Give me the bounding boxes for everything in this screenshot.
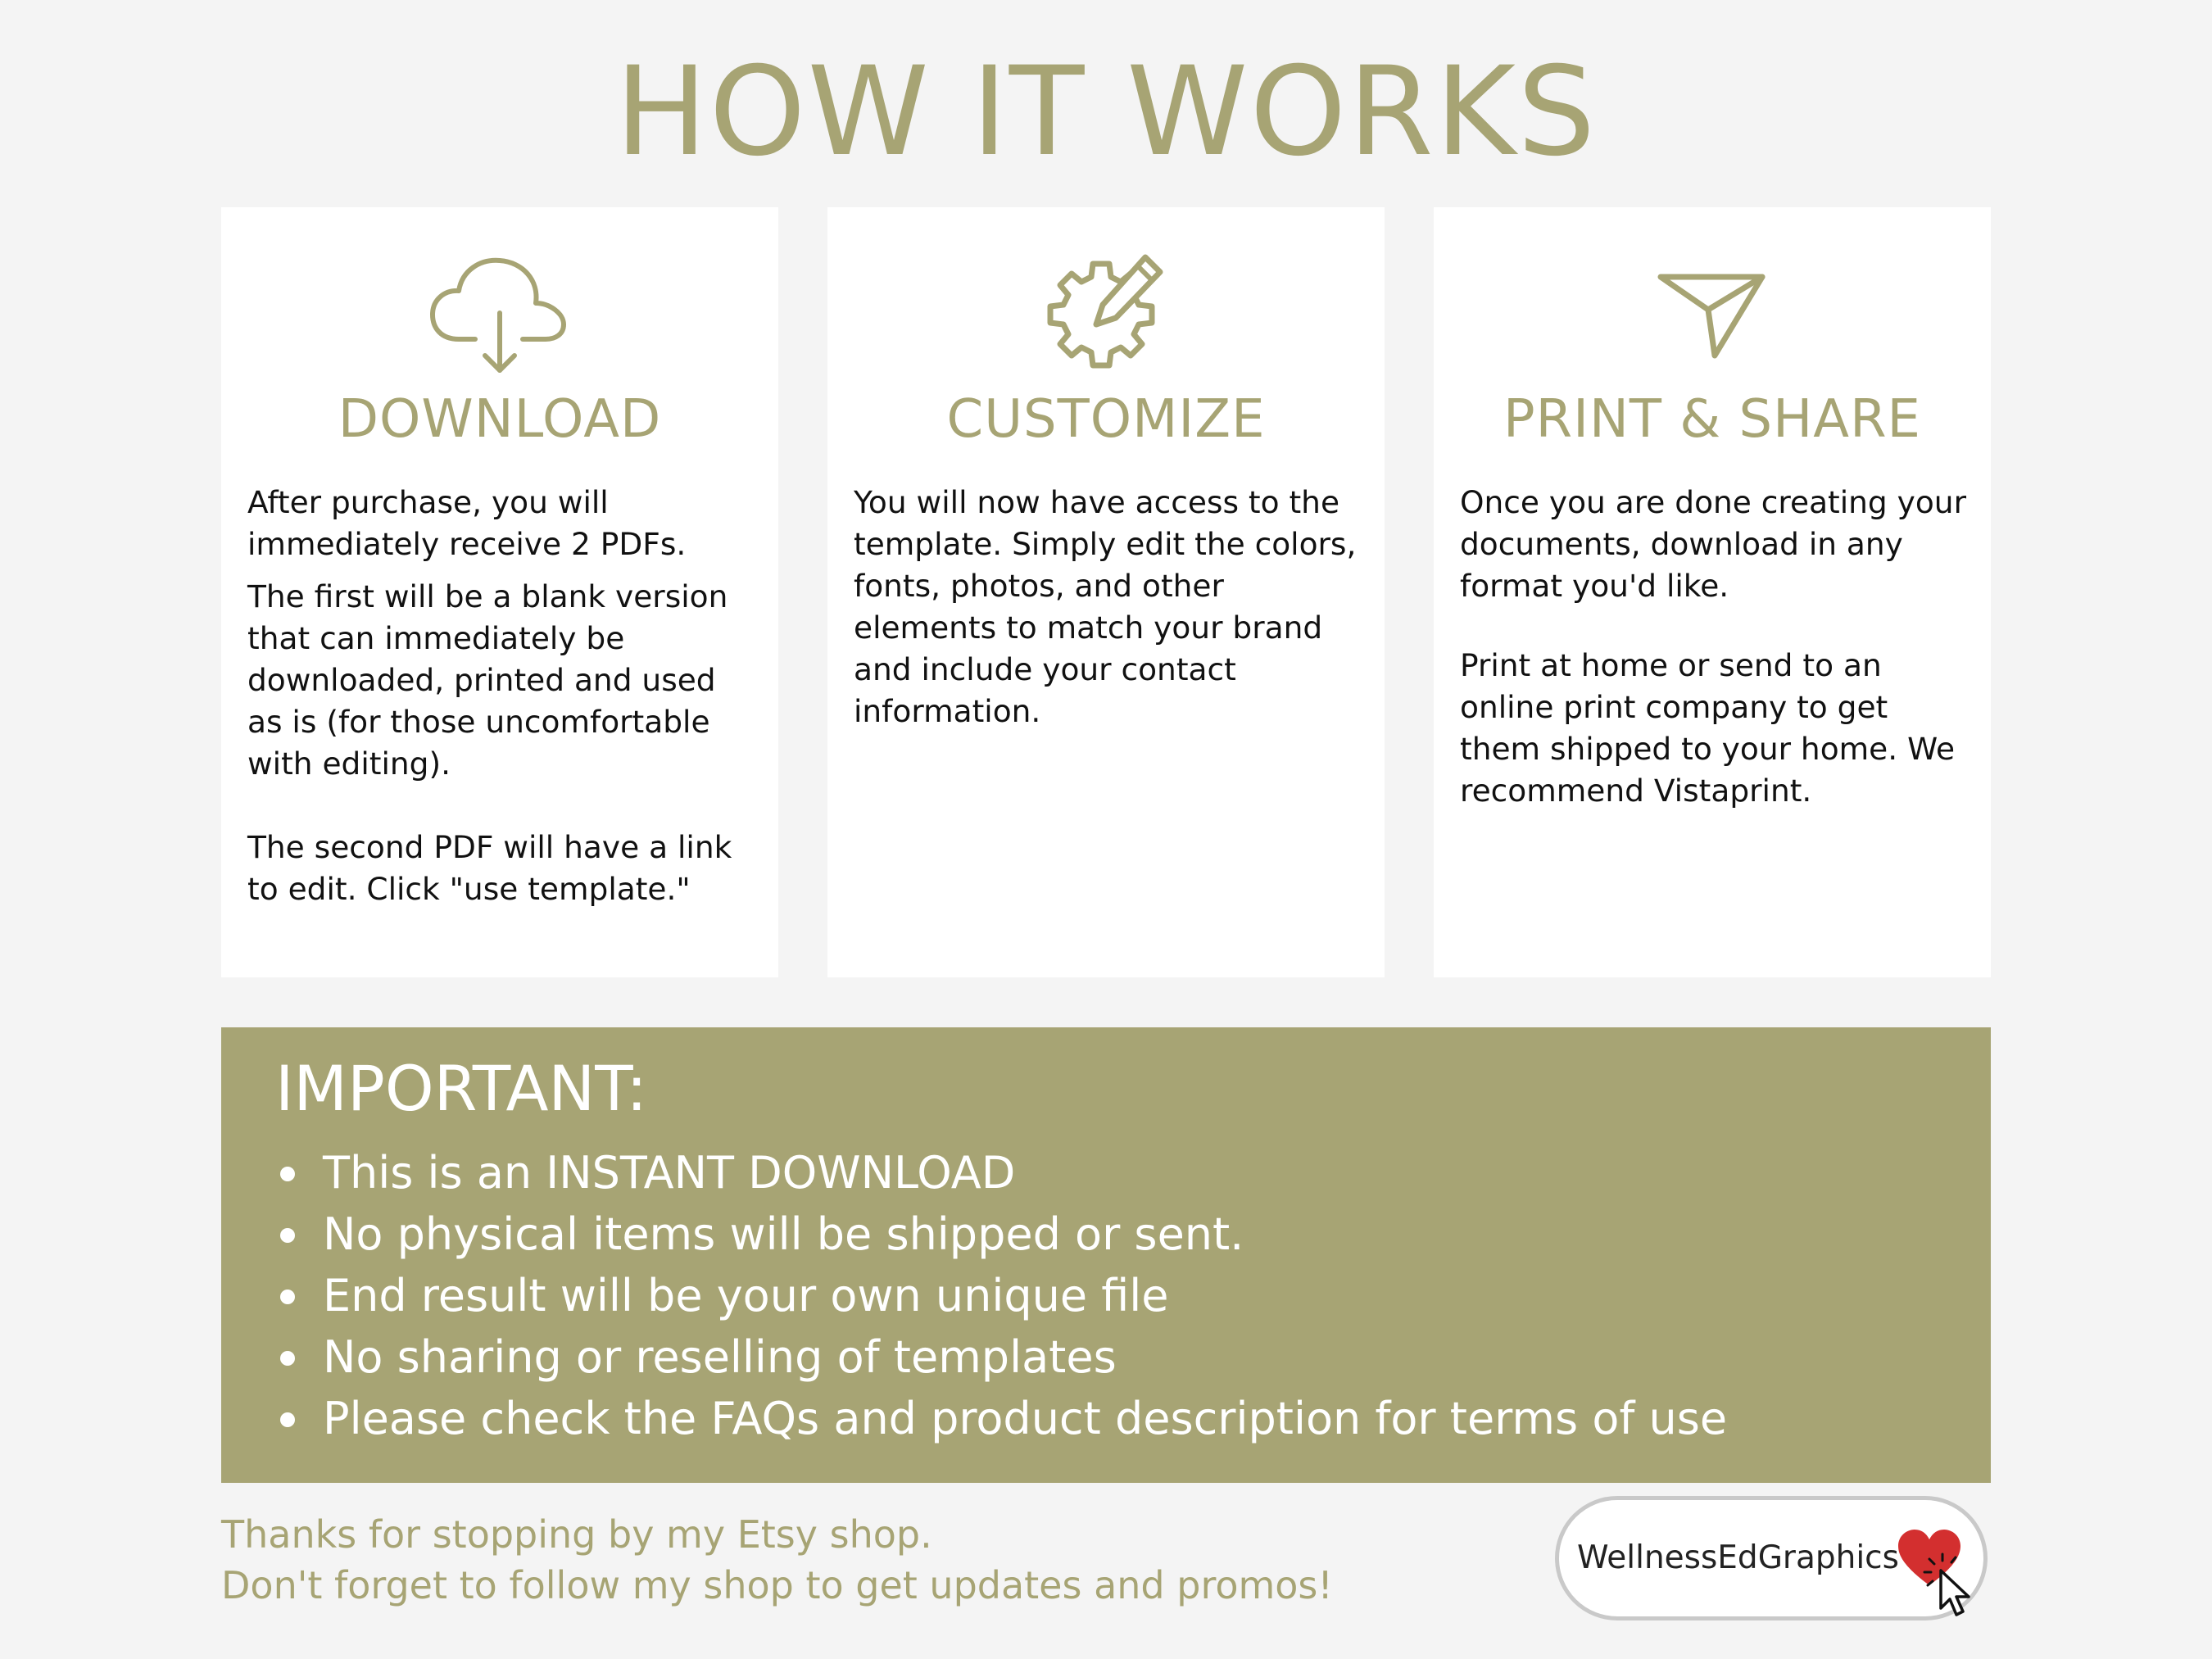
customize-card (827, 207, 1385, 977)
list-item: No physical items will be shipped or sent. (270, 1203, 1727, 1265)
customize-heading: CUSTOMIZE (946, 389, 1266, 450)
thanks-line-2: Don't forget to follow my shop to get updates and promos! (221, 1563, 1333, 1607)
cloud-download-icon (221, 252, 778, 351)
print-share-text (1460, 482, 1968, 812)
important-heading: IMPORTANT: (275, 1052, 647, 1125)
download-paragraph-3: The second PDF will have a link to edit. Click "use template." (247, 829, 732, 907)
important-list (270, 1142, 1727, 1449)
page-title: HOW IT WORKS (614, 41, 1598, 184)
thanks-line-1: Thanks for stopping by my Etsy shop. (221, 1512, 932, 1557)
list-item: Please check the FAQs and product description for terms of use (270, 1388, 1727, 1449)
gear-pencil-icon (827, 252, 1385, 351)
print-share-card (1434, 207, 1991, 977)
customize-paragraph-1: You will now have access to the template. Simply edit the colors, fonts, photos, and other elements to match your brand and include your contact information. (854, 484, 1357, 729)
print-share-paragraph-1: Once you are done creating your documents, download in any format you'd like. (1460, 484, 1966, 604)
print-share-paragraph-2: Print at home or send to an online print company to get them shipped to your home. We recommend Vistaprint. (1460, 647, 1956, 809)
download-paragraph-1: After purchase, you will immediately receive 2 PDFs. (247, 484, 687, 562)
important-panel (221, 1027, 1991, 1483)
download-paragraph-2: The first will be a blank version that can immediately be downloaded, printed and used as is (for those uncomfortable with editing). (247, 578, 728, 782)
download-card (221, 207, 778, 977)
customize-text (854, 482, 1362, 732)
send-icon (1434, 252, 1991, 351)
shop-name: WellnessEdGraphics (1577, 1539, 1899, 1576)
thanks-message (221, 1509, 1333, 1611)
list-item: This is an INSTANT DOWNLOAD (270, 1142, 1727, 1203)
cursor-click-icon (1923, 1552, 1980, 1622)
download-text (247, 482, 755, 910)
list-item: End result will be your own unique file (270, 1265, 1727, 1326)
list-item: No sharing or reselling of templates (270, 1326, 1727, 1388)
follow-shop-button[interactable] (1555, 1496, 1988, 1620)
download-heading: DOWNLOAD (338, 389, 662, 450)
print-share-heading: PRINT & SHARE (1503, 389, 1921, 450)
